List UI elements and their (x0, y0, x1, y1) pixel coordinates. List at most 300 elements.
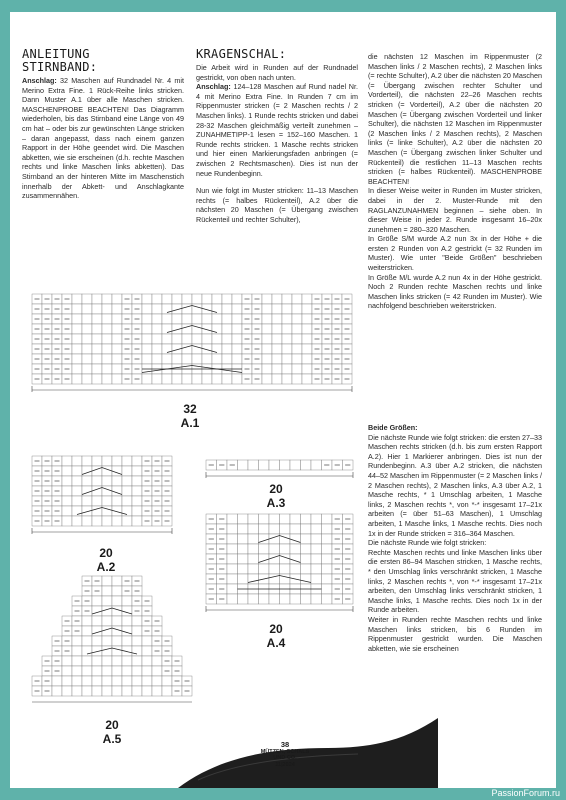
grid-cell (182, 324, 192, 334)
grid-cell (72, 476, 82, 486)
grid-cell (72, 374, 82, 384)
paragraph: Nun wie folgt im Muster stricken: 11–13 Maschen rechts (= halbes Rückenteil), A.2 über die nächsten 20 Maschen (= Übergang zwischen Rückenteil und rechter Schulter), (196, 186, 358, 224)
grid-cell (262, 344, 272, 354)
grid-cell (82, 496, 92, 506)
grid-cell (272, 354, 282, 364)
grid-cell (227, 534, 238, 544)
grid-cell (132, 626, 142, 636)
grid-cell (92, 476, 102, 486)
grid-cell (262, 314, 272, 324)
grid-cell (192, 304, 202, 314)
grid-cell (222, 344, 232, 354)
grid-cell (311, 574, 322, 584)
grid-cell (272, 344, 282, 354)
grid-cell (152, 656, 162, 666)
grid-cell (262, 294, 272, 304)
grid-cell (102, 596, 112, 606)
grid-cell (92, 486, 102, 496)
grid-cell (262, 324, 272, 334)
grid-cell (322, 524, 333, 534)
grid-cell (72, 354, 82, 364)
grid-cell (222, 304, 232, 314)
grid-cell (112, 586, 122, 596)
grid-cell (311, 514, 322, 524)
grid-cell (227, 594, 238, 604)
grid-cell (52, 676, 62, 686)
grid-cell (311, 554, 322, 564)
grid-cell (92, 506, 102, 516)
chart-a3-grid (202, 458, 358, 480)
grid-cell (248, 554, 259, 564)
grid-cell (142, 656, 152, 666)
grid-cell (292, 354, 302, 364)
grid-cell (182, 314, 192, 324)
grid-cell (262, 334, 272, 344)
grid-cell (192, 334, 202, 344)
grid-cell (142, 334, 152, 344)
grid-cell (290, 514, 301, 524)
grid-cell (262, 304, 272, 314)
grid-cell (282, 344, 292, 354)
grid-cell (232, 314, 242, 324)
grid-cell (112, 476, 122, 486)
grid-cell (92, 636, 102, 646)
grid-cell (132, 676, 142, 686)
grid-cell (82, 656, 92, 666)
grid-cell (280, 544, 291, 554)
grid-cell (192, 294, 202, 304)
grid-cell (92, 344, 102, 354)
grid-cell (102, 576, 112, 586)
grid-cell (248, 460, 259, 470)
grid-cell (259, 460, 270, 470)
grid-cell (302, 334, 312, 344)
grid-cell (142, 636, 152, 646)
grid-cell (322, 574, 333, 584)
grid-cell (112, 294, 122, 304)
paragraph: Anschlag: 124–128 Maschen auf Rund nadel Nr. 4 mit Merino Extra Fine. In Runden 7 cm im Rippenmuster stricken (= 2 Maschen rechts / 2 Maschen links). 1 Runde rechts stricken und dabei 28-32 Maschen gleichmäßig verteilt zunehmen – ZUNAHMETIPP-1 lesen = 152–160 Maschen. 1 Runde rechts stricken. 1 Masche rechts stricken und hier einen Markierungsfaden anbringen (= zwischen 2 Rechtsmaschen). Dies ist nun der neue Rundenbeginn. (196, 82, 358, 178)
grid-cell (272, 294, 282, 304)
grid-cell (112, 606, 122, 616)
grid-cell (232, 294, 242, 304)
grid-cell (222, 314, 232, 324)
grid-cell (102, 294, 112, 304)
grid-cell (248, 544, 259, 554)
grid-cell (172, 294, 182, 304)
grid-cell (212, 374, 222, 384)
paragraph: In Größe M/L wurde A.2 nun 4x in der Höhe gestrickt. Noch 2 Runden rechte Maschen rechts und linke Maschen links stricken (= 42 Runden im Muster). Wie nachfolgend beschrieben weiterstricken. (368, 272, 542, 311)
grid-cell (280, 514, 291, 524)
paragraph: In Größe S/M wurde A.2 nun 3x in der Höhe + die ersten 2 Runden von A.2 gestrickt (= 32 Runden im Muster). Wie unter "Beide Größen" beschrieben weiterstricken. (368, 234, 542, 273)
grid-cell (132, 646, 142, 656)
grid-cell (92, 456, 102, 466)
magazine-title: MÜTZEN, SCHALS (260, 748, 310, 755)
grid-cell (248, 534, 259, 544)
grid-cell (132, 486, 142, 496)
grid-cell (212, 314, 222, 324)
grid-cell (232, 354, 242, 364)
grid-cell (152, 294, 162, 304)
grid-cell (152, 324, 162, 334)
grid-cell (72, 656, 82, 666)
grid-cell (82, 646, 92, 656)
grid-cell (132, 666, 142, 676)
grid-cell (227, 544, 238, 554)
grid-cell (311, 524, 322, 534)
grid-cell (72, 294, 82, 304)
grid-cell (280, 524, 291, 534)
grid-cell (112, 364, 122, 374)
grid-cell (301, 544, 312, 554)
grid-cell (122, 596, 132, 606)
grid-cell (102, 466, 112, 476)
grid-cell (182, 304, 192, 314)
grid-cell (102, 476, 112, 486)
grid-cell (272, 314, 282, 324)
grid-cell (232, 304, 242, 314)
grid-cell (212, 334, 222, 344)
grid-cell (62, 456, 72, 466)
heading-stirnband: ANLEITUNG STIRNBAND: (22, 47, 98, 74)
grid-cell (322, 514, 333, 524)
grid-cell (202, 374, 212, 384)
grid-cell (227, 554, 238, 564)
grid-cell (238, 564, 249, 574)
grid-cell (102, 344, 112, 354)
chart-a2-label: 20 A.2 (96, 546, 116, 574)
grid-cell (282, 304, 292, 314)
grid-cell (152, 686, 162, 696)
grid-cell (82, 686, 92, 696)
grid-cell (102, 626, 112, 636)
grid-cell (82, 626, 92, 636)
grid-cell (227, 574, 238, 584)
grid-cell (102, 354, 112, 364)
grid-cell (202, 334, 212, 344)
grid-cell (172, 334, 182, 344)
paragraph: Rechte Maschen rechts und linke Maschen links über die ersten 86–94 Maschen stricken, 1 Masche rechts, * den Umschlag links verschränkt stricken, 1 Masche links, 2 Maschen rechts *, von *-* insgesamt 17–21x arbeiten, den Umschlag links verschränkt stricken, 1 Masche links, 1 Masche rechts. Dies noch 1x in der Runde arbeiten. (368, 547, 542, 615)
grid-cell (282, 314, 292, 324)
grid-cell (102, 374, 112, 384)
grid-cell (122, 626, 132, 636)
grid-cell (72, 466, 82, 476)
grid-cell (112, 314, 122, 324)
grid-cell (302, 294, 312, 304)
grid-cell (302, 304, 312, 314)
grid-cell (259, 534, 270, 544)
grid-cell (82, 486, 92, 496)
grid-cell (62, 476, 72, 486)
grid-cell (227, 514, 238, 524)
grid-cell (172, 354, 182, 364)
grid-cell (238, 544, 249, 554)
grid-cell (202, 314, 212, 324)
grid-cell (142, 344, 152, 354)
grid-cell (102, 666, 112, 676)
grid-cell (269, 514, 280, 524)
grid-cell (82, 636, 92, 646)
paragraph: Die nächste Runde wie folgt stricken: (368, 538, 487, 548)
grid-cell (132, 456, 142, 466)
grid-cell (302, 314, 312, 324)
grid-cell (72, 364, 82, 374)
grid-cell (162, 354, 172, 364)
grid-cell (82, 354, 92, 364)
grid-cell (102, 496, 112, 506)
grid-cell (122, 666, 132, 676)
grid-cell (142, 374, 152, 384)
grid-cell (102, 586, 112, 596)
grid-cell (132, 516, 142, 526)
grid-cell (132, 466, 142, 476)
page-footer (245, 742, 325, 768)
grid-cell (132, 656, 142, 666)
grid-cell (259, 564, 270, 574)
grid-cell (122, 676, 132, 686)
grid-cell (280, 594, 291, 604)
grid-cell (152, 666, 162, 676)
grid-cell (282, 324, 292, 334)
grid-cell (322, 534, 333, 544)
grid-cell (122, 466, 132, 476)
grid-cell (112, 304, 122, 314)
grid-cell (92, 626, 102, 636)
grid-cell (92, 374, 102, 384)
grid-cell (290, 554, 301, 564)
grid-cell (182, 334, 192, 344)
grid-cell (162, 686, 172, 696)
grid-cell (172, 314, 182, 324)
grid-cell (222, 324, 232, 334)
grid-cell (112, 496, 122, 506)
grid-cell (92, 656, 102, 666)
grid-cell (301, 524, 312, 534)
grid-cell (72, 676, 82, 686)
chart-a3-label: 20 A.3 (266, 482, 286, 510)
grid-cell (112, 516, 122, 526)
grid-cell (232, 344, 242, 354)
grid-cell (152, 676, 162, 686)
grid-cell (62, 686, 72, 696)
grid-cell (132, 496, 142, 506)
grid-cell (112, 666, 122, 676)
grid-cell (72, 686, 82, 696)
grid-cell (182, 354, 192, 364)
grid-cell (72, 666, 82, 676)
grid-cell (122, 656, 132, 666)
grid-cell (82, 666, 92, 676)
grid-cell (302, 324, 312, 334)
grid-cell (62, 486, 72, 496)
magazine-page (10, 12, 556, 788)
chart-a5-grid (30, 574, 200, 704)
grid-cell (122, 686, 132, 696)
column-stirnband (22, 48, 184, 201)
grid-cell (92, 364, 102, 374)
grid-cell (102, 506, 112, 516)
grid-cell (301, 554, 312, 564)
grid-cell (122, 636, 132, 646)
grid-cell (222, 374, 232, 384)
grid-cell (222, 354, 232, 364)
grid-cell (272, 374, 282, 384)
grid-cell (152, 354, 162, 364)
grid-cell (142, 324, 152, 334)
grid-cell (122, 456, 132, 466)
grid-cell (92, 666, 102, 676)
grid-cell (238, 574, 249, 584)
grid-cell (122, 476, 132, 486)
grid-cell (62, 516, 72, 526)
grid-cell (112, 456, 122, 466)
heading-kragenschal: KRAGENSCHAL: (196, 47, 287, 61)
grid-cell (259, 554, 270, 564)
grid-cell (162, 676, 172, 686)
grid-cell (112, 466, 122, 476)
grid-cell (102, 364, 112, 374)
grid-cell (272, 304, 282, 314)
grid-cell (280, 554, 291, 564)
grid-cell (269, 554, 280, 564)
paragraph: Die nächste Runde wie folgt stricken: die ersten 27–33 Maschen rechts stricken (d.h. bis zum ersten Rapport A.2). Hier 1 Markierer anbringen. Dies ist nun der Rundenbeginn. A.3 über A.2 stricken, die nächsten 44–52 Maschen im Rippenmuster (= 2 Maschen links / 2 Maschen rechts), 2 Maschen links, A.3 über A.2, 1 Masche rechts, * 1 Umschlag arbeiten, 1 Masche links, 2 Maschen rechts *, von *-* insgesamt 17–21x arbeiten (= über 51–63 Maschen), 1 Umschlag arbeiten, 1 Masche links, 1 Masche rechts. Dies noch 1x in der Runde stricken = 316–364 Maschen. (368, 432, 542, 538)
grid-cell (102, 334, 112, 344)
grid-cell (232, 374, 242, 384)
issue-number: 11|2024 (275, 761, 295, 768)
grid-cell (259, 514, 270, 524)
grid-cell (311, 564, 322, 574)
grid-cell (112, 334, 122, 344)
grid-cell (152, 304, 162, 314)
grid-cell (92, 606, 102, 616)
grid-cell (142, 304, 152, 314)
grid-cell (202, 354, 212, 364)
grid-cell (269, 524, 280, 534)
grid-cell (192, 314, 202, 324)
grid-cell (212, 354, 222, 364)
grid-cell (192, 324, 202, 334)
grid-cell (142, 666, 152, 676)
grid-cell (112, 344, 122, 354)
grid-cell (322, 594, 333, 604)
grid-cell (282, 334, 292, 344)
grid-cell (112, 686, 122, 696)
grid-cell (162, 314, 172, 324)
grid-cell (238, 534, 249, 544)
grid-cell (322, 584, 333, 594)
grid-cell (112, 616, 122, 626)
grid-cell (82, 466, 92, 476)
grid-cell (122, 606, 132, 616)
grid-cell (259, 544, 270, 554)
grid-cell (62, 656, 72, 666)
grid-cell (290, 460, 301, 470)
grid-cell (112, 596, 122, 606)
grid-cell (292, 374, 302, 384)
chart-a1-grid (30, 292, 360, 396)
grid-cell (82, 344, 92, 354)
grid-cell (82, 476, 92, 486)
chart-a4-label: 20 A.4 (266, 622, 286, 650)
paragraph: Weiter in Runden rechte Maschen rechts und linke Maschen links stricken, bis 6 Runden im Rippenmuster gestrickt wurden. Die Maschen abketten, wie sie erscheinen (368, 614, 542, 653)
grid-cell (269, 564, 280, 574)
grid-cell (102, 304, 112, 314)
chart-a1-label: 32 A.1 (180, 402, 200, 430)
grid-cell (82, 324, 92, 334)
grid-cell (192, 374, 202, 384)
grid-cell (82, 456, 92, 466)
grid-cell (202, 294, 212, 304)
grid-cell (262, 374, 272, 384)
grid-cell (112, 374, 122, 384)
grid-cell (102, 636, 112, 646)
grid-cell (142, 354, 152, 364)
grid-cell (82, 616, 92, 626)
grid-cell (102, 314, 112, 324)
grid-cell (238, 524, 249, 534)
grid-cell (311, 594, 322, 604)
grid-cell (292, 334, 302, 344)
grid-cell (152, 344, 162, 354)
grid-cell (227, 524, 238, 534)
grid-cell (280, 534, 291, 544)
grid-cell (280, 460, 291, 470)
grid-cell (302, 354, 312, 364)
subheading-beide-groessen: Beide Größen: (368, 423, 418, 433)
grid-cell (290, 534, 301, 544)
grid-cell (162, 374, 172, 384)
column-kragenschal (196, 48, 358, 225)
grid-cell (311, 460, 322, 470)
grid-cell (292, 314, 302, 324)
grid-cell (72, 304, 82, 314)
grid-cell (142, 686, 152, 696)
grid-cell (301, 594, 312, 604)
grid-cell (72, 496, 82, 506)
grid-cell (172, 374, 182, 384)
grid-cell (232, 324, 242, 334)
grid-cell (112, 656, 122, 666)
grid-cell (102, 676, 112, 686)
grid-cell (192, 344, 202, 354)
grid-cell (112, 486, 122, 496)
grid-cell (72, 324, 82, 334)
grid-cell (222, 294, 232, 304)
grid-cell (272, 334, 282, 344)
chart-a4-grid (202, 512, 358, 620)
grid-cell (92, 686, 102, 696)
grid-cell (92, 294, 102, 304)
grid-cell (82, 304, 92, 314)
grid-cell (142, 294, 152, 304)
grid-cell (212, 294, 222, 304)
grid-cell (269, 544, 280, 554)
grid-cell (282, 294, 292, 304)
chart-a5-label: 20 A.5 (102, 718, 122, 746)
grid-cell (82, 334, 92, 344)
grid-cell (62, 496, 72, 506)
grid-cell (82, 364, 92, 374)
grid-cell (62, 506, 72, 516)
grid-cell (102, 656, 112, 666)
grid-cell (162, 294, 172, 304)
column-continued (368, 52, 542, 653)
grid-cell (322, 554, 333, 564)
grid-cell (152, 314, 162, 324)
grid-cell (302, 364, 312, 374)
grid-cell (192, 354, 202, 364)
grid-cell (92, 304, 102, 314)
grid-cell (52, 686, 62, 696)
